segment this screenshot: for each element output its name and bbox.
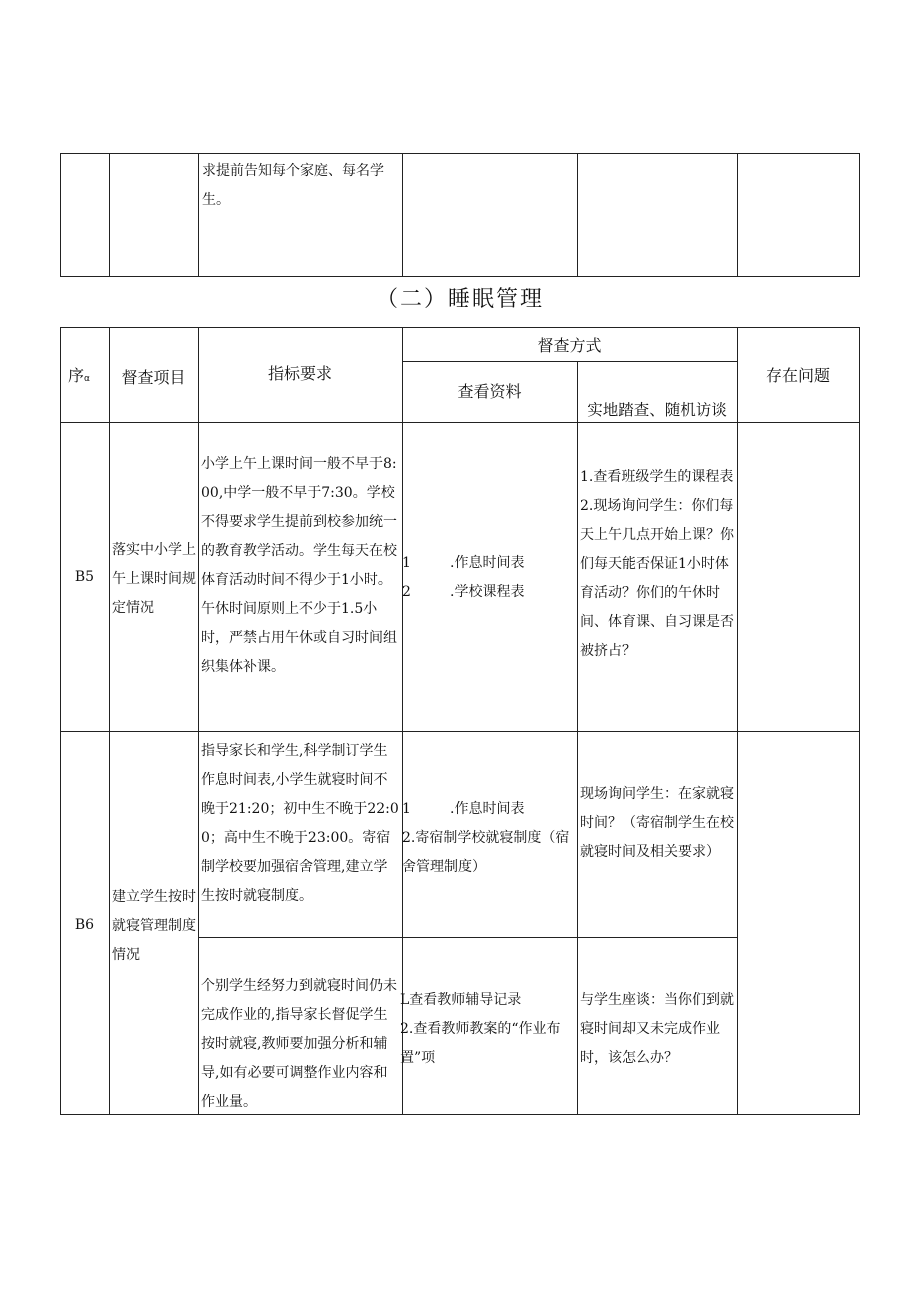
row-b5-onsite: 1.查看班级学生的课程表 2.现场询问学生：你们每天上午几点开始上课？你们每天能否保证1小时体育活动？你们的午休时间、体育课、自习课是否被挤占？ [580, 469, 734, 659]
header-onsite: 实地踏查、随机访谈 [587, 401, 727, 419]
row-b5-material-1-num: 1 [402, 555, 411, 571]
row-b6-sub1-material-1 [402, 795, 577, 824]
row-b6-sub1-onsite: 现场询问学生：在家就寝时间？（寄宿制学生在校就寝时间及相关要求） [580, 786, 734, 860]
header-problems: 存在问题 [765, 366, 830, 385]
row-b6-item: 建立学生按时就寝管理制度情况 [112, 889, 196, 963]
row-b6-sub1-materials [402, 795, 577, 882]
header-method: 督查方式 [537, 336, 602, 355]
row-b5-material-2-num: 2 [402, 584, 411, 600]
row-b6-id: B6 [74, 917, 95, 933]
header-materials: 查看资料 [457, 382, 522, 401]
row-b5-material-2-text: .学校课程表 [450, 584, 525, 600]
row-b6-sub1-material-2: 2.寄宿制学校就寝制度（宿舍管理制度） [402, 830, 570, 875]
section-title: （二）睡眠管理 [375, 287, 544, 312]
row-b6-sub2-onsite: 与学生座谈：当你们到就寝时间却又未完成作业时，该怎么办？ [580, 992, 734, 1066]
row-b5-material-2 [402, 578, 577, 607]
row-b5-materials [402, 549, 577, 607]
row-b6-sub1-material-1-text: .作息时间表 [450, 801, 525, 817]
row-b5-requirement: 小学上午上课时间一般不早于8:00,中学一般不早于7:30。学校不得要求学生提前到校参加统一的教育教学活动。学生每天在校体育活动时间不得少于1小时。午休时间原则上不少于1.5小时，严禁占用午休或自习时间组织集体补课。 [201, 456, 397, 675]
row-b6-sub1-material-1-num: 1 [402, 801, 411, 817]
header-seq-text: 序 [68, 366, 85, 385]
row-b6-sub2-requirement: 个别学生经努力到就寝时间仍未完成作业的,指导家长督促学生按时就寝,教师要加强分析和辅导,如有必要可调整作业内容和作业量。 [201, 978, 397, 1110]
header-seq [68, 362, 90, 393]
row-b5-material-1 [402, 549, 577, 578]
row-b5-id: B5 [74, 569, 95, 585]
continuation-requirement: 求提前告知每个家庭、每名学生。 [202, 163, 384, 208]
row-b6-sub2-materials: L查看教师辅导记录 2.查看教师教案的“作业布置”项 [400, 992, 561, 1066]
header-requirement: 指标要求 [267, 364, 332, 383]
row-b5-material-1-text: .作息时间表 [450, 555, 525, 571]
header-seq-mark: α [84, 374, 90, 384]
row-b5-item: 落实中小学上午上课时间规定情况 [112, 542, 196, 616]
header-item: 督查项目 [121, 368, 186, 387]
row-b6-sub1-requirement: 指导家长和学生,科学制订学生作息时间表,小学生就寝时间不晚于21:20；初中生不晚于22:00；高中生不晚于23:00。寄宿制学校要加强宿舍管理,建立学生按时就寝制度。 [201, 743, 399, 904]
